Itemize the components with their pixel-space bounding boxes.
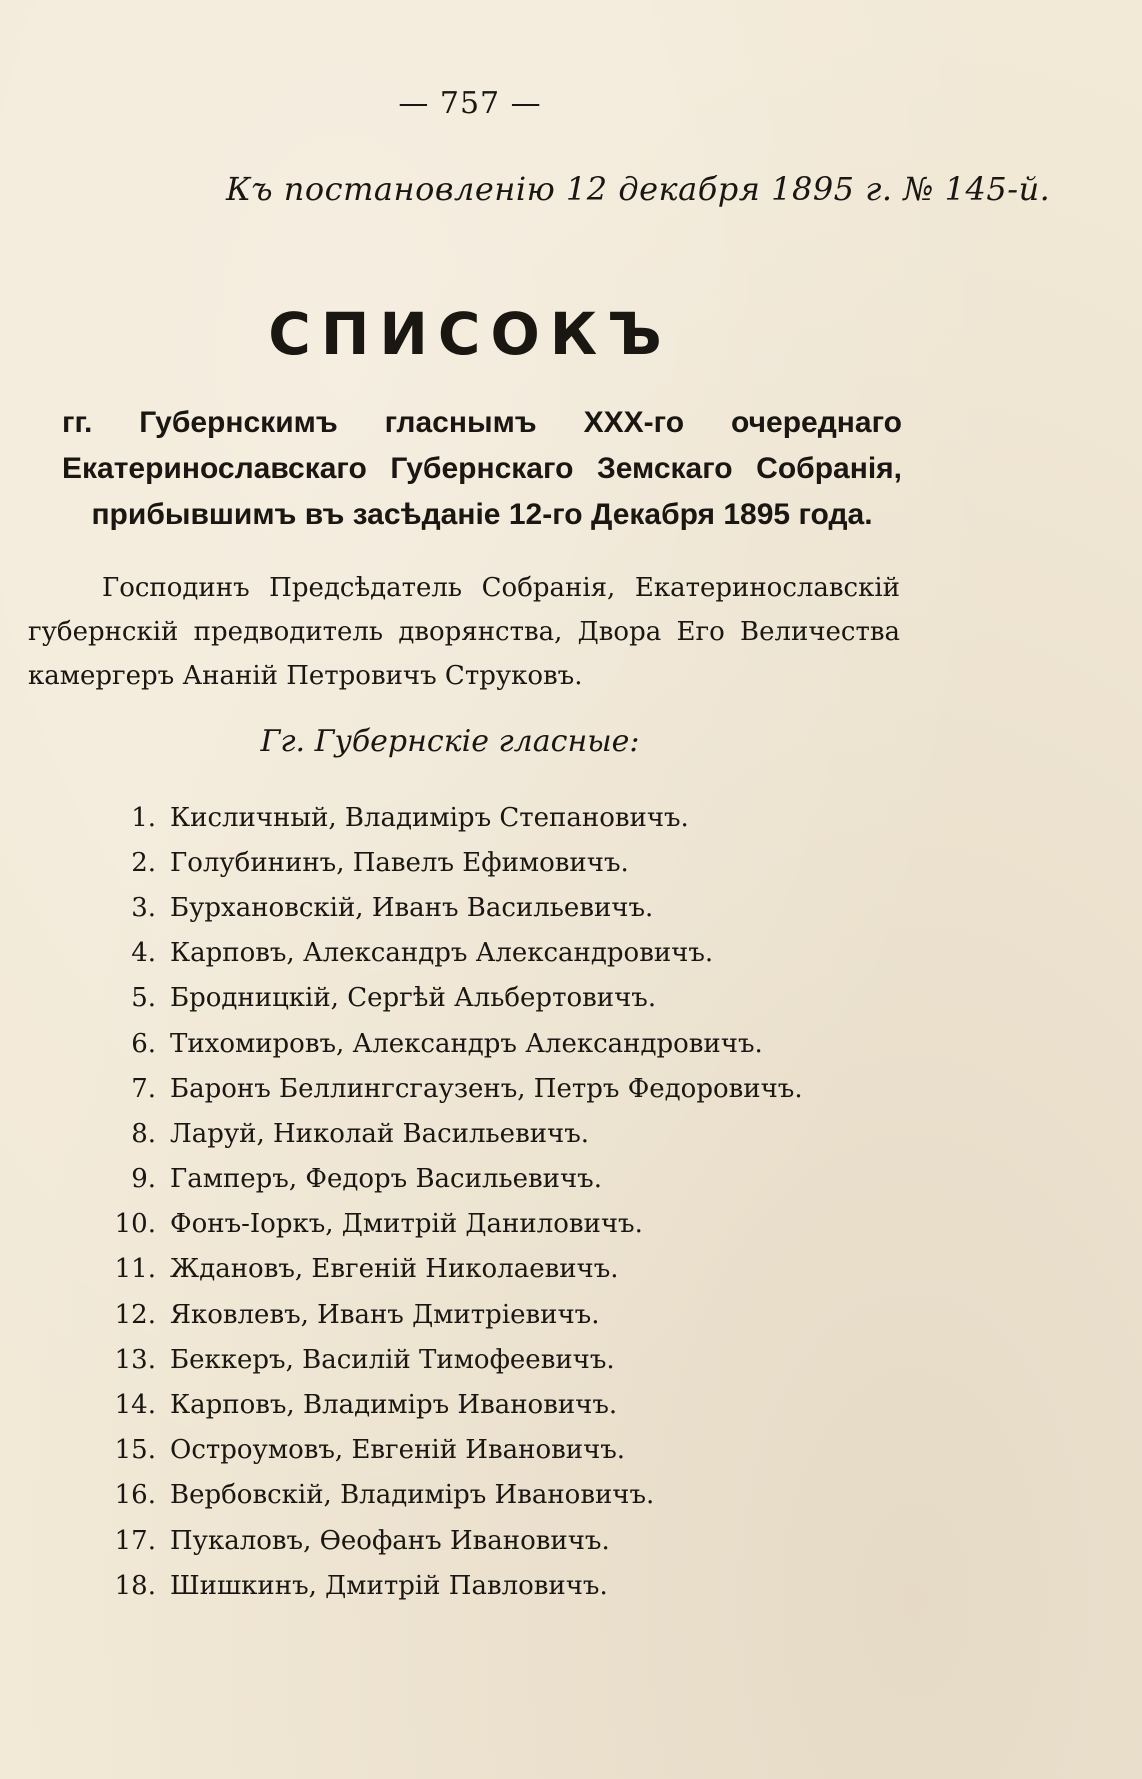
member-name: Шишкинъ, Дмитрій Павловичъ. (170, 1570, 608, 1601)
list-item (96, 1563, 896, 1608)
list-item (96, 840, 896, 885)
list-item (96, 1066, 896, 1111)
list-item (96, 931, 896, 976)
member-number: 13. (114, 1344, 156, 1375)
member-name: Фонъ-Іоркъ, Дмитрій Даниловичъ. (170, 1209, 643, 1240)
member-name: Голубининъ, Павелъ Ефимовичъ. (170, 847, 629, 878)
list-item (96, 1337, 896, 1382)
member-number: 11. (114, 1254, 156, 1285)
member-number: 12. (114, 1299, 156, 1330)
member-number: 17. (114, 1525, 156, 1556)
member-name: Кисличный, Владиміръ Степановичъ. (170, 802, 689, 833)
list-item (96, 1021, 896, 1066)
page-number: — 757 — (398, 86, 542, 121)
member-name: Карповъ, Владиміръ Ивановичъ. (170, 1390, 618, 1421)
member-name: Ларуй, Николай Васильевичъ. (170, 1118, 590, 1149)
member-number: 15. (114, 1435, 156, 1466)
member-number: 9. (131, 1164, 156, 1195)
list-item (96, 1292, 896, 1337)
list-item (96, 795, 896, 840)
member-number: 18. (114, 1570, 156, 1601)
list-item (96, 885, 896, 930)
list-item (96, 976, 896, 1021)
member-number: 7. (131, 1073, 156, 1104)
member-number: 6. (131, 1028, 156, 1059)
member-name: Пукаловъ, Ѳеофанъ Ивановичъ. (170, 1525, 610, 1556)
list-item (96, 1428, 896, 1473)
list-item (96, 1518, 896, 1563)
member-number: 16. (114, 1480, 156, 1511)
document-subtitle: гг. Губернскимъ гласнымъ XXX-го очереднаго Екатеринославскаго Губернскаго Земскаго Собранія, прибывшимъ въ засѣданіе 12-го Декабря 1895 года. (62, 406, 902, 531)
member-name: Баронъ Беллингсгаузенъ, Петръ Федоровичъ. (170, 1073, 803, 1104)
member-number: 3. (131, 892, 156, 923)
member-number: 5. (131, 983, 156, 1014)
member-number: 10. (114, 1209, 156, 1240)
member-name: Вербовскій, Владиміръ Ивановичъ. (170, 1480, 655, 1511)
member-number: 1. (131, 802, 156, 833)
member-number: 8. (131, 1118, 156, 1149)
member-number: 4. (131, 938, 156, 969)
list-item (96, 1157, 896, 1202)
member-name: Тихомировъ, Александръ Александровичъ. (170, 1028, 763, 1059)
resolution-reference: Къ постановленію 12 декабря 1895 г. № 145-й. (226, 170, 1051, 208)
members-list (96, 795, 896, 1608)
member-name: Бурхановскій, Иванъ Васильевичъ. (170, 892, 654, 923)
member-name: Гамперъ, Федоръ Васильевичъ. (170, 1164, 602, 1195)
member-name: Яковлевъ, Иванъ Дмитріевичъ. (170, 1299, 600, 1330)
list-item (96, 1382, 896, 1427)
member-name: Ждановъ, Евгеній Николаевичъ. (170, 1254, 619, 1285)
member-name: Остроумовъ, Евгеній Ивановичъ. (170, 1435, 626, 1466)
section-heading: Гг. Губернскіе гласные: (260, 724, 640, 759)
list-item (96, 1202, 896, 1247)
list-item (96, 1247, 896, 1292)
member-number: 2. (131, 847, 156, 878)
member-name: Беккеръ, Василій Тимофеевичъ. (170, 1344, 615, 1375)
member-name: Карповъ, Александръ Александровичъ. (170, 938, 714, 969)
list-item (96, 1111, 896, 1156)
chairman-paragraph: Господинъ Предсѣдатель Собранія, Екатеринославскій губернскій предводитель дворянства, Двора Его Величества камергеръ Ананій Петровичъ Струковъ. (28, 573, 900, 691)
document-title: СПИСОКЪ (268, 300, 672, 368)
list-item (96, 1473, 896, 1518)
member-name: Бродницкій, Сергѣй Альбертовичъ. (170, 983, 657, 1014)
member-number: 14. (114, 1390, 156, 1421)
